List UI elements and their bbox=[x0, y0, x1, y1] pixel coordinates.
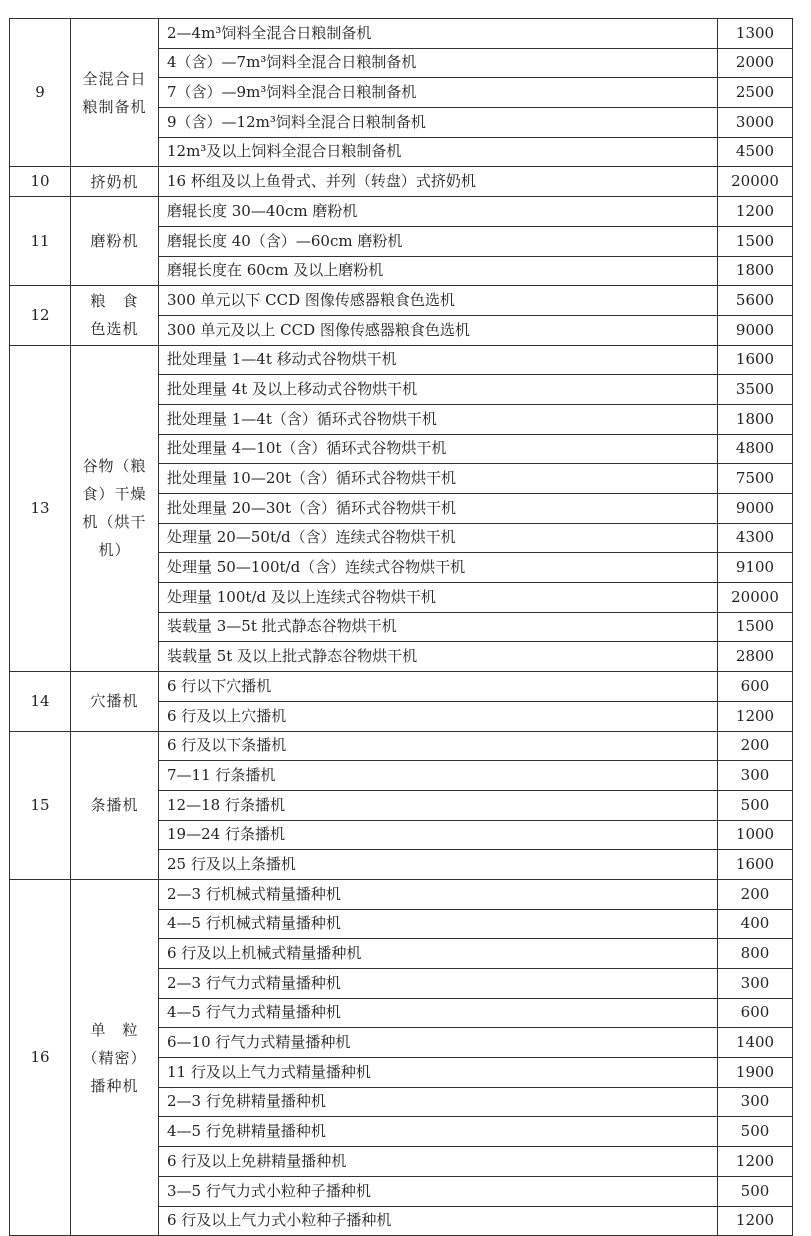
subsidy-amount: 500 bbox=[718, 790, 793, 820]
machine-spec: 磨辊长度 30—40cm 磨粉机 bbox=[159, 197, 718, 227]
machine-spec: 装载量 5t 及以上批式静态谷物烘干机 bbox=[159, 642, 718, 672]
subsidy-amount: 1400 bbox=[718, 1028, 793, 1058]
machine-category-label: 磨粉机 bbox=[90, 232, 139, 251]
item-number: 15 bbox=[10, 731, 71, 879]
machine-category-label: 粮 食 色选机 bbox=[90, 292, 139, 339]
machine-category-label: 挤奶机 bbox=[90, 172, 139, 191]
subsidy-amount: 800 bbox=[718, 939, 793, 969]
table-row bbox=[10, 286, 793, 316]
machine-category bbox=[71, 197, 159, 286]
subsidy-amount: 1500 bbox=[718, 612, 793, 642]
machine-category bbox=[71, 19, 159, 167]
subsidy-amount: 1200 bbox=[718, 197, 793, 227]
machine-category-label: 全混合日 粮制备机 bbox=[82, 69, 147, 116]
machine-spec: 2—3 行气力式精量播种机 bbox=[159, 969, 718, 999]
subsidy-amount: 300 bbox=[718, 969, 793, 999]
item-number: 16 bbox=[10, 879, 71, 1235]
table-row bbox=[10, 19, 793, 49]
machine-spec: 6 行以下穴播机 bbox=[159, 672, 718, 702]
subsidy-amount: 300 bbox=[718, 761, 793, 791]
subsidy-amount: 500 bbox=[718, 1176, 793, 1206]
subsidy-amount: 1800 bbox=[718, 256, 793, 286]
machine-spec: 6 行及以上气力式小粒种子播种机 bbox=[159, 1206, 718, 1236]
table-row bbox=[10, 197, 793, 227]
subsidy-amount: 1600 bbox=[718, 850, 793, 880]
subsidy-amount: 1200 bbox=[718, 1147, 793, 1177]
table-row bbox=[10, 167, 793, 197]
subsidy-amount: 1000 bbox=[718, 820, 793, 850]
subsidy-amount: 20000 bbox=[718, 583, 793, 613]
machine-category bbox=[71, 345, 159, 672]
machine-spec: 批处理量 4—10t（含）循环式谷物烘干机 bbox=[159, 434, 718, 464]
machine-spec: 300 单元以下 CCD 图像传感器粮食色选机 bbox=[159, 286, 718, 316]
item-number: 14 bbox=[10, 672, 71, 731]
machine-category bbox=[71, 167, 159, 197]
subsidy-amount: 2800 bbox=[718, 642, 793, 672]
subsidy-amount: 5600 bbox=[718, 286, 793, 316]
machine-spec: 磨辊长度在 60cm 及以上磨粉机 bbox=[159, 256, 718, 286]
subsidy-amount: 4800 bbox=[718, 434, 793, 464]
machine-spec: 4—5 行机械式精量播种机 bbox=[159, 909, 718, 939]
subsidy-amount: 2500 bbox=[718, 78, 793, 108]
subsidy-amount: 2000 bbox=[718, 48, 793, 78]
item-number: 13 bbox=[10, 345, 71, 672]
machine-spec: 16 杯组及以上鱼骨式、并列（转盘）式挤奶机 bbox=[159, 167, 718, 197]
machine-spec: 7—11 行条播机 bbox=[159, 761, 718, 791]
machine-spec: 批处理量 1—4t（含）循环式谷物烘干机 bbox=[159, 404, 718, 434]
machine-category-label: 谷物（粮 食）干燥 机（烘干 机） bbox=[82, 457, 147, 560]
subsidy-amount: 9000 bbox=[718, 315, 793, 345]
machine-category bbox=[71, 672, 159, 731]
subsidy-amount: 3000 bbox=[718, 108, 793, 138]
item-number: 11 bbox=[10, 197, 71, 286]
table-row bbox=[10, 879, 793, 909]
machine-category-label: 单 粒 （精密） 播种机 bbox=[82, 1020, 147, 1095]
subsidy-amount: 9000 bbox=[718, 494, 793, 524]
subsidy-amount: 20000 bbox=[718, 167, 793, 197]
machine-spec: 12—18 行条播机 bbox=[159, 790, 718, 820]
machine-category-label: 条播机 bbox=[90, 796, 139, 815]
machine-spec: 6—10 行气力式精量播种机 bbox=[159, 1028, 718, 1058]
machine-spec: 4（含）—7m³饲料全混合日粮制备机 bbox=[159, 48, 718, 78]
machine-spec: 磨辊长度 40（含）—60cm 磨粉机 bbox=[159, 226, 718, 256]
table-row bbox=[10, 672, 793, 702]
machine-spec: 2—4m³饲料全混合日粮制备机 bbox=[159, 19, 718, 49]
machine-spec: 7（含）—9m³饲料全混合日粮制备机 bbox=[159, 78, 718, 108]
machine-spec: 2—3 行免耕精量播种机 bbox=[159, 1087, 718, 1117]
subsidy-amount: 1200 bbox=[718, 1206, 793, 1236]
subsidy-amount: 1500 bbox=[718, 226, 793, 256]
subsidy-amount: 600 bbox=[718, 672, 793, 702]
machine-category-label: 穴播机 bbox=[90, 692, 139, 711]
machine-spec: 25 行及以上条播机 bbox=[159, 850, 718, 880]
machine-spec: 处理量 20—50t/d（含）连续式谷物烘干机 bbox=[159, 523, 718, 553]
subsidy-amount: 200 bbox=[718, 731, 793, 761]
item-number: 10 bbox=[10, 167, 71, 197]
machine-spec: 11 行及以上气力式精量播种机 bbox=[159, 1058, 718, 1088]
machine-spec: 19—24 行条播机 bbox=[159, 820, 718, 850]
subsidy-amount: 3500 bbox=[718, 375, 793, 405]
machine-spec: 6 行及以下条播机 bbox=[159, 731, 718, 761]
machine-spec: 批处理量 4t 及以上移动式谷物烘干机 bbox=[159, 375, 718, 405]
subsidy-amount: 300 bbox=[718, 1087, 793, 1117]
subsidy-amount: 1800 bbox=[718, 404, 793, 434]
subsidy-amount: 1200 bbox=[718, 701, 793, 731]
machine-spec: 2—3 行机械式精量播种机 bbox=[159, 879, 718, 909]
machine-spec: 9（含）—12m³饲料全混合日粮制备机 bbox=[159, 108, 718, 138]
subsidy-amount: 400 bbox=[718, 909, 793, 939]
item-number: 12 bbox=[10, 286, 71, 345]
subsidy-amount: 500 bbox=[718, 1117, 793, 1147]
machine-spec: 12m³及以上饲料全混合日粮制备机 bbox=[159, 137, 718, 167]
subsidy-amount: 4300 bbox=[718, 523, 793, 553]
machine-spec: 批处理量 20—30t（含）循环式谷物烘干机 bbox=[159, 494, 718, 524]
subsidy-amount: 200 bbox=[718, 879, 793, 909]
machine-category bbox=[71, 286, 159, 345]
table-body bbox=[10, 19, 793, 1236]
machine-spec: 300 单元及以上 CCD 图像传感器粮食色选机 bbox=[159, 315, 718, 345]
machine-spec: 6 行及以上穴播机 bbox=[159, 701, 718, 731]
table-row bbox=[10, 345, 793, 375]
machine-spec: 装载量 3—5t 批式静态谷物烘干机 bbox=[159, 612, 718, 642]
subsidy-table bbox=[9, 18, 793, 1236]
machine-category bbox=[71, 879, 159, 1235]
subsidy-amount: 1900 bbox=[718, 1058, 793, 1088]
machine-spec: 6 行及以上免耕精量播种机 bbox=[159, 1147, 718, 1177]
machine-spec: 批处理量 10—20t（含）循环式谷物烘干机 bbox=[159, 464, 718, 494]
machine-category bbox=[71, 731, 159, 879]
subsidy-amount: 4500 bbox=[718, 137, 793, 167]
machine-spec: 3—5 行气力式小粒种子播种机 bbox=[159, 1176, 718, 1206]
machine-spec: 4—5 行气力式精量播种机 bbox=[159, 998, 718, 1028]
machine-spec: 4—5 行免耕精量播种机 bbox=[159, 1117, 718, 1147]
machine-spec: 处理量 100t/d 及以上连续式谷物烘干机 bbox=[159, 583, 718, 613]
subsidy-amount: 9100 bbox=[718, 553, 793, 583]
machine-spec: 6 行及以上机械式精量播种机 bbox=[159, 939, 718, 969]
subsidy-amount: 600 bbox=[718, 998, 793, 1028]
subsidy-amount: 7500 bbox=[718, 464, 793, 494]
item-number: 9 bbox=[10, 19, 71, 167]
machine-spec: 批处理量 1—4t 移动式谷物烘干机 bbox=[159, 345, 718, 375]
subsidy-amount: 1600 bbox=[718, 345, 793, 375]
table-row bbox=[10, 731, 793, 761]
machine-spec: 处理量 50—100t/d（含）连续式谷物烘干机 bbox=[159, 553, 718, 583]
subsidy-amount: 1300 bbox=[718, 19, 793, 49]
